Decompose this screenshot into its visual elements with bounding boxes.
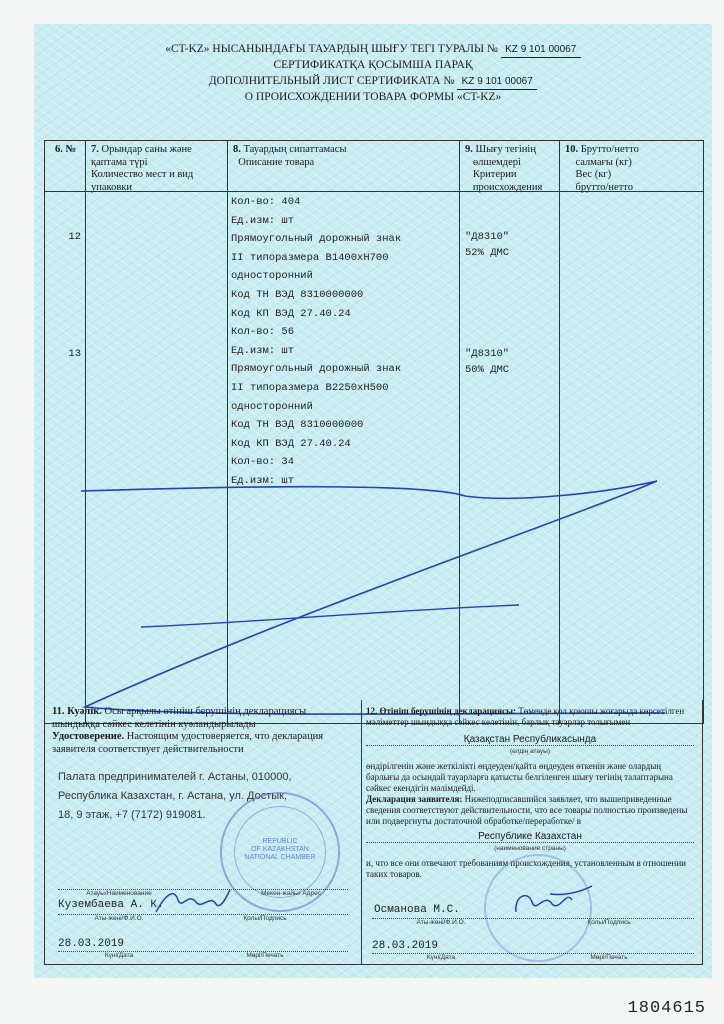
description-line: Прямоугольный дорожный знак bbox=[231, 363, 402, 376]
description-line: Код КП ВЭД 27.40.24 bbox=[231, 437, 351, 450]
header-line-3 bbox=[34, 74, 712, 90]
label-country-ru: (наименование страны) bbox=[494, 845, 566, 852]
label-date: Күні/Дата bbox=[104, 952, 134, 959]
description-line: Ед.изм: шт bbox=[231, 344, 295, 357]
description-line: Ед.изм: шт bbox=[231, 214, 295, 227]
description-line: II типоразмера B1400xH700 bbox=[231, 251, 389, 264]
col-header-9: 9. Шығу тегінің өлшемдері Критерии происхождения bbox=[465, 144, 543, 193]
document-serial-number: 1804615 bbox=[627, 999, 706, 1018]
origin-criterion-13: "Д8310" 50% ДМС bbox=[465, 348, 510, 376]
country-ru: Республике Казахстан bbox=[478, 831, 582, 842]
description-line: Прямоугольный дорожный знак bbox=[231, 233, 402, 246]
description-line: Ед.изм: шт bbox=[231, 474, 295, 487]
certificate-number-ru: KZ 9 101 00067 bbox=[457, 75, 537, 90]
header-title-kz: «CT-KZ» НЫСАНЫНДАҒЫ ТАУАРДЫҢ ШЫҒУ ТЕГІ ТУРАЛЫ № bbox=[165, 43, 498, 55]
row-number: 12 bbox=[68, 231, 81, 243]
header-subtitle-ru: О ПРОИСХОЖДЕНИИ ТОВАРА ФОРМЫ «CT-KZ» bbox=[244, 91, 502, 103]
address-line: Палата предпринимателей г. Астаны, 010000, bbox=[58, 771, 292, 783]
cancellation-strokes bbox=[45, 141, 703, 723]
origin-criterion-12: "Д8310" 52% ДМС bbox=[465, 231, 510, 259]
description-line: односторонний bbox=[231, 270, 313, 283]
header-title-ru: ДОПОЛНИТЕЛЬНЫЙ ЛИСТ СЕРТИФИКАТА № bbox=[208, 75, 455, 87]
label-name: Аты-жөні/Ф.И.О. bbox=[94, 915, 144, 922]
label-stamp: Мөрі/Печать bbox=[590, 954, 628, 961]
header-line-1 bbox=[34, 42, 712, 58]
description-line: Код ТН ВЭД 8310000000 bbox=[231, 419, 364, 432]
certificate-header bbox=[34, 42, 712, 104]
country-kz: Қазақстан Республикасында bbox=[463, 734, 597, 745]
stamp-text: NATIONAL CHAMBER bbox=[244, 854, 316, 861]
description-line: односторонний bbox=[231, 400, 313, 413]
col-header-8: 8. Тауардың сипаттамасы Описание товара bbox=[233, 144, 347, 168]
description-line: Код ТН ВЭД 8310000000 bbox=[231, 288, 364, 301]
col-header-6: 6. № bbox=[55, 144, 77, 155]
row-number: 13 bbox=[68, 348, 81, 360]
label-country-kz: (елдің атауы) bbox=[510, 748, 550, 755]
col-header-10: 10. Брутто/нетто салмағы (кг) Вес (кг) брутто/нетто bbox=[565, 144, 639, 193]
label-address: Мекен-жайы/ Адрес bbox=[261, 890, 321, 897]
applicant-signature bbox=[510, 882, 596, 918]
description-line: II типоразмера B2250xH500 bbox=[231, 381, 389, 394]
declaration-ru: и, что все они отвечают требованиям происхождения, установленным в отношении таких товаров. bbox=[366, 858, 686, 879]
description-line: Код КП ВЭД 27.40.24 bbox=[231, 307, 351, 320]
stamp-text: REPUBLIC bbox=[262, 838, 298, 845]
certificate-sheet bbox=[34, 24, 712, 978]
declaration-date: 28.03.2019 bbox=[372, 940, 439, 952]
label-stamp: Мөрі/Печать bbox=[246, 952, 284, 959]
stamp-text: OF KAZAKHSTAN bbox=[251, 846, 309, 853]
certification-date: 28.03.2019 bbox=[58, 938, 125, 950]
label-name: Аты-жөні/Ф.И.О. bbox=[416, 919, 466, 926]
box-12-text: 12. Өтініш берушінің декларациясы: Төменде қол қоюшы жоғарыда көрсетілген мәліметтер шындыққа сәйкес келетінін, барлық тауарлар толығымен Қазақстан Республикасында (елдің атауы) өндірілгенін және жеткілікті өңдеуден/қайта өңдеуден өткенін және олардың барлығы да осындай тауарларға қатысты белгіленген шығу тегінің талаптарына сәйкес екендігін мәлімдейді. Декларация заявителя: Нижеподписавшийся заявляет, что вышеприведенные сведения соответствуют действительности, что все товары полностью произведены или подвергнуты достаточной обработке/переработке/ в Республике Казахстан (наименование страны) и, что все они отвечают требованиям происхождения, установленным в отношении таких товаров. bbox=[366, 706, 694, 880]
certificate-number-kz: KZ 9 101 00067 bbox=[501, 43, 581, 58]
address-line: Республика Казахстан, г. Астана, ул. Достык, bbox=[58, 790, 288, 802]
header-subtitle-kz: СЕРТИФИКАТҚА ҚОСЫМША ПАРАҚ bbox=[273, 59, 473, 71]
box-11-text: 11. Куәлік. Осы арқылы өтініш берушінің декларациясы шындыққа сәйкес келетінін куәландырылады Удостоверение. Настоящим удостоверяется, что декларация заявителя соответствует действительности bbox=[52, 706, 324, 755]
label-sign: Қолы/Подпись bbox=[243, 915, 287, 922]
col-header-7: 7. Орындар саны және қаптама түрі Количество мест и вид упаковки bbox=[91, 144, 194, 193]
label-sign: Қолы/Подпись bbox=[587, 919, 631, 926]
description-line: Кол-во: 404 bbox=[231, 196, 301, 208]
certifier-name: Кузембаева А. К. bbox=[58, 899, 164, 911]
label-date: Күні/Дата bbox=[426, 954, 456, 961]
address-line: 18, 9 этаж, +7 (7172) 919081. bbox=[58, 809, 206, 821]
applicant-name: Османова М.С. bbox=[374, 904, 460, 916]
certifier-signature bbox=[152, 884, 232, 918]
description-line: Кол-во: 34 bbox=[231, 456, 295, 469]
declaration-kz: өндірілгенін және жеткілікті өңдеуден/қайта өңдеуден өткенін және олардың барлығы да осындай тауарларға қатысты белгіленген шығу тегінің талаптарына сәйкес екендігін мәлімдейді. bbox=[366, 761, 673, 793]
goods-table bbox=[44, 140, 704, 724]
description-line: Кол-во: 56 bbox=[231, 326, 295, 339]
label-org: Атауы/Наименование bbox=[86, 890, 152, 897]
